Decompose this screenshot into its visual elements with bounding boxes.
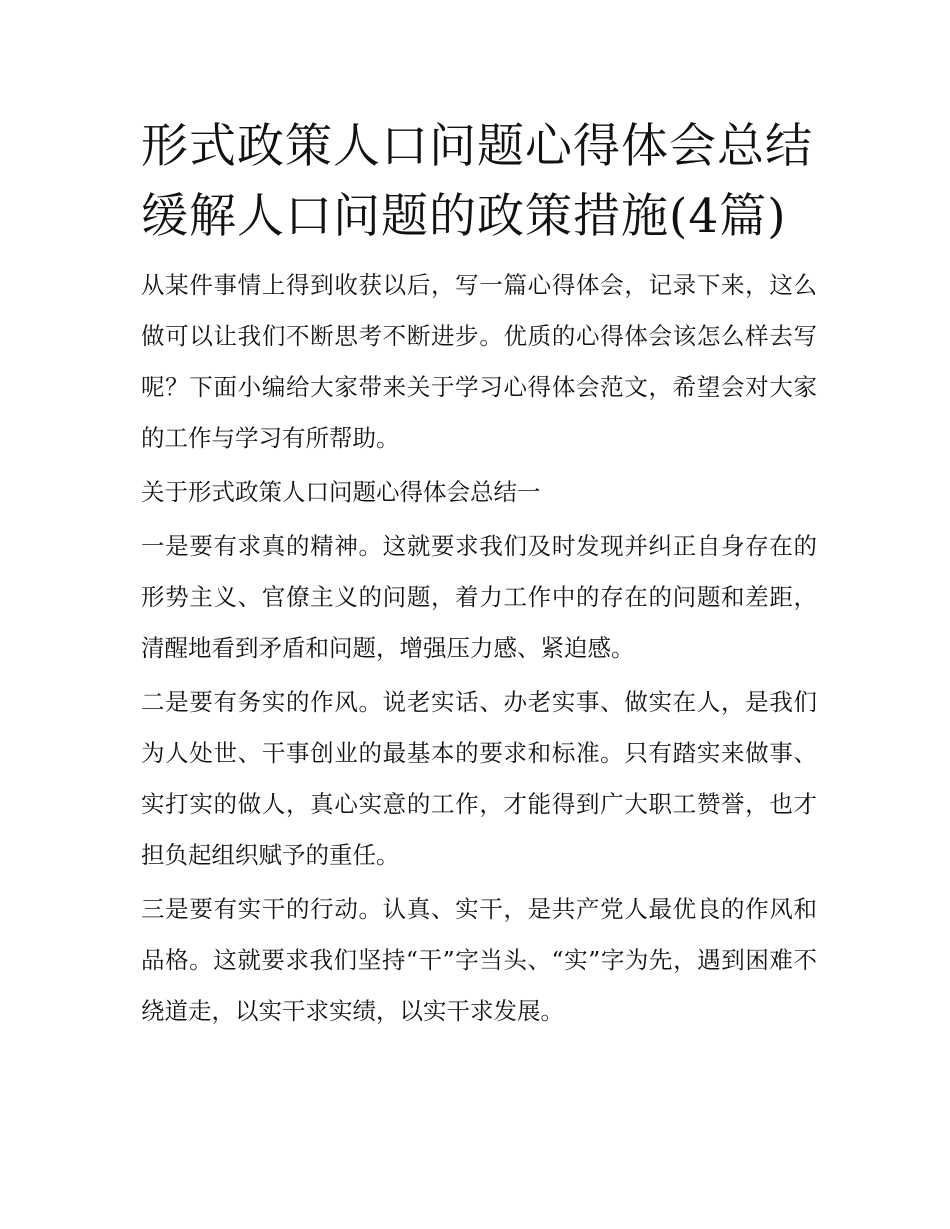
point-two-paragraph: 二是要有务实的作风。说老实话、办老实事、做实在人，是我们为人处世、干事创业的最基本的要求和标准。只有踏实来做事、实打实的做人，真心实意的工作，才能得到广大职工赞誉，也才担负起组织赋予的重任。 bbox=[141, 688, 817, 869]
document-title: 形式政策人口问题心得体会总结 缓解人口问题的政策措施(4篇) bbox=[141, 119, 813, 244]
point-one-paragraph: 一是要有求真的精神。这就要求我们及时发现并纠正自身存在的形势主义、官僚主义的问题，着力工作中的存在的问题和差距，清醒地看到矛盾和问题，增强压力感、紧迫感。 bbox=[141, 532, 817, 662]
point-three-paragraph: 三是要有实干的行动。认真、实干，是共产党人最优良的作风和品格。这就要求我们坚持“干”字当头、“实”字为先，遇到困难不绕道走，以实干求实绩，以实干求发展。 bbox=[141, 895, 817, 1025]
document-body bbox=[141, 112, 817, 1040]
section-heading: 关于形式政策人口问题心得体会总结一 bbox=[141, 478, 541, 506]
intro-paragraph: 从某件事情上得到收获以后，写一篇心得体会，记录下来，这么做可以让我们不断思考不断进步。优质的心得体会该怎么样去写呢？下面小编给大家带来关于学习心得体会范文，希望会对大家的工作与学习有所帮助。 bbox=[141, 271, 817, 452]
